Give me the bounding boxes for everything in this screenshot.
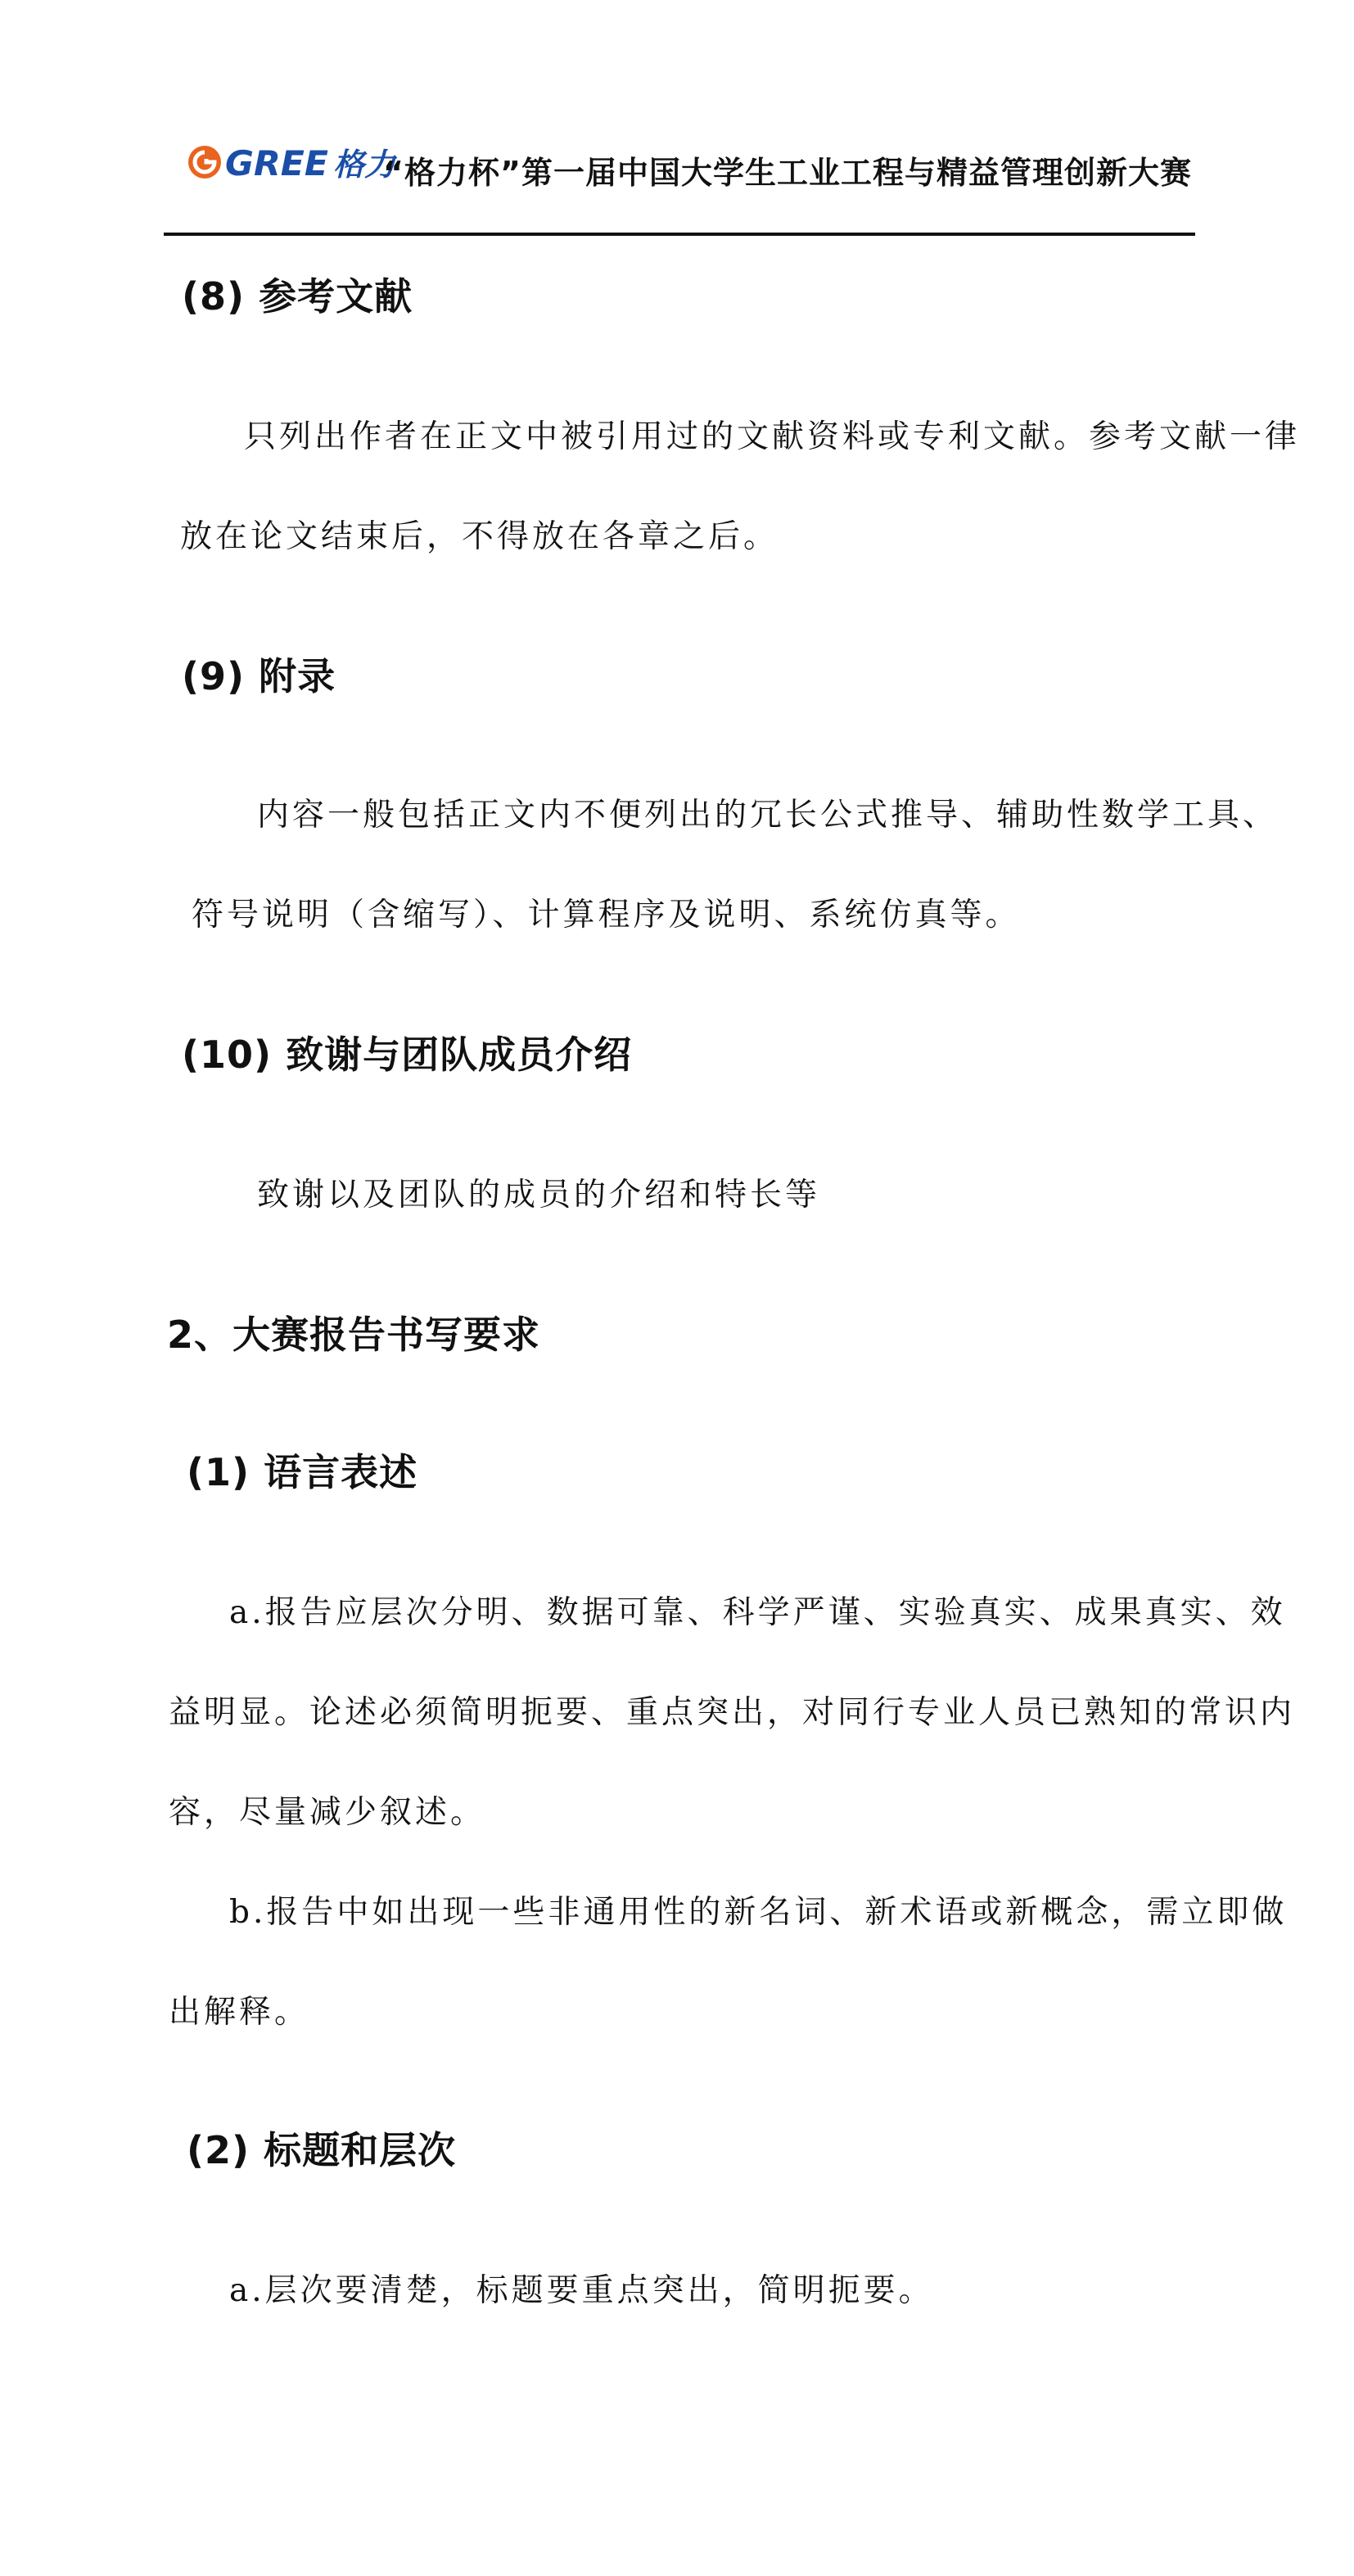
paragraph-line: 容，尽量减少叙述。 [169,1794,486,1831]
section-heading-acknowledgements: (10) 致谢与团队成员介绍 [182,1033,633,1077]
header-divider [164,233,1195,236]
part-heading-report-requirements: 2、大赛报告书写要求 [167,1313,541,1357]
paragraph-line: 符号说明（含缩写）、计算程序及说明、系统仿真等。 [192,897,1021,933]
svg-text:格力: 格力 [333,147,396,183]
section-heading-appendix: (9) 附录 [182,654,336,698]
svg-text:GREE: GREE [225,143,329,183]
paragraph-line: b.报告中如出现一些非通用性的新名词、新术语或新概念，需立即做 [229,1894,1288,1931]
header-title: “格力杯”第一届中国大学生工业工程与精益管理创新大赛 [383,155,1192,191]
paragraph-line: 内容一般包括正文内不便列出的冗长公式推导、辅助性数学工具、 [257,797,1279,834]
paragraph-line: 出解释。 [169,1994,310,2031]
paragraph-line: a.层次要清楚，标题要重点突出，简明扼要。 [229,2272,934,2309]
page-header [164,123,1195,236]
paragraph-line: 只列出作者在正文中被引用过的文献资料或专利文献。参考文献一律 [244,418,1301,455]
section-heading-references: (8) 参考文献 [182,274,413,319]
paragraph-line: 益明显。论述必须简明扼要、重点突出，对同行专业人员已熟知的常识内 [169,1694,1296,1731]
paragraph-line: a.报告应层次分明、数据可靠、科学严谨、实验真实、成果真实、效 [229,1594,1286,1631]
subsection-heading-language: (1) 语言表述 [187,1450,418,1494]
subsection-heading-titles-levels: (2) 标题和层次 [187,2128,457,2172]
paragraph-line: 致谢以及团队的成员的介绍和特长等 [257,1177,821,1213]
gree-logo [184,131,397,188]
paragraph-line: 放在论文结束后，不得放在各章之后。 [180,518,779,555]
